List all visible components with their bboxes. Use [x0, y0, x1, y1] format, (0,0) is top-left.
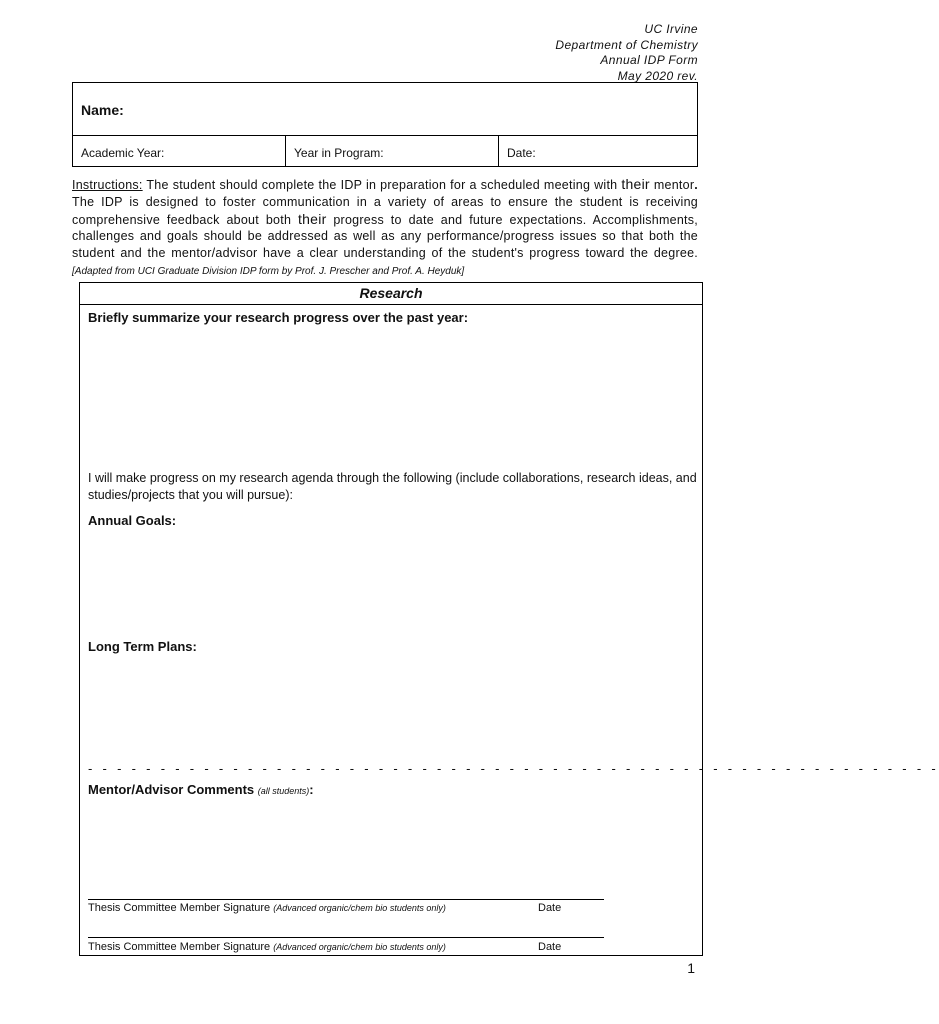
long-term-plans-label: Long Term Plans: — [88, 639, 197, 654]
signature-line-2[interactable] — [88, 937, 604, 938]
date-label: Date: — [507, 146, 536, 160]
academic-year-label: Academic Year: — [81, 146, 165, 160]
instructions-text-3: The IDP is designed to foster communication in a variety of areas to ensure the student is receiving comprehensive feedback about both — [72, 194, 698, 227]
research-section — [79, 282, 939, 956]
instructions-their-2: their — [298, 210, 327, 227]
signature-label-2-note: (Advanced organic/chem bio students only) — [273, 942, 446, 952]
signature-line-1[interactable] — [88, 899, 604, 900]
annual-goals-label: Annual Goals: — [88, 513, 177, 528]
instructions-attribution: [Adapted from UCI Graduate Division IDP form by Prof. J. Prescher and Prof. A. Heyduk] — [72, 265, 465, 277]
mentor-comments-label — [88, 782, 314, 797]
progress-intro-text: I will make progress on my research agenda through the following (include collaborations, research ideas, and studies/projects that you will pursue): — [88, 471, 697, 502]
instructions-their-1: their — [621, 176, 650, 192]
signature-label-1-note: (Advanced organic/chem bio students only) — [273, 903, 446, 913]
instructions-period: . — [694, 178, 698, 192]
year-in-program-field[interactable] — [286, 136, 499, 166]
mentor-comments-answer-area[interactable] — [88, 803, 694, 893]
student-info-box — [72, 82, 698, 167]
mentor-comments-text: Mentor/Advisor Comments — [88, 782, 255, 797]
signature-date-1: Date — [538, 902, 562, 914]
name-field[interactable] — [73, 83, 697, 136]
instructions-text-4: progress to date and future expectations. Accomplishments, challenges and goals should be addressed as well as any performance/progress issues so that both the student and the mentor/advisor have a clear understanding of the student's progress toward the degree. — [72, 212, 699, 261]
date-field[interactable] — [499, 136, 697, 166]
year-in-program-label: Year in Program: — [294, 146, 384, 160]
header-form-title: Annual IDP Form — [600, 53, 698, 67]
header-institution: UC Irvine — [644, 22, 698, 36]
signature-label-2 — [88, 941, 446, 953]
research-summary-answer-area[interactable] — [88, 331, 694, 467]
header-department: Department of Chemistry — [555, 37, 698, 52]
long-term-plans-answer-area[interactable] — [88, 659, 694, 755]
research-title: Research — [80, 283, 702, 305]
mentor-comments-colon: : — [309, 782, 314, 797]
annual-goals-answer-area[interactable] — [88, 533, 694, 633]
instructions-heading: Instructions: — [72, 178, 143, 192]
signature-label-2-text: Thesis Committee Member Signature — [88, 941, 271, 953]
page-number: 1 — [687, 960, 695, 976]
signature-label-1-text: Thesis Committee Member Signature — [88, 902, 271, 914]
academic-year-field[interactable] — [73, 136, 286, 166]
instructions-text-1: The student should complete the IDP in preparation for a scheduled meeting with — [142, 178, 622, 192]
form-header — [555, 22, 698, 84]
instructions-text-2: mentor — [649, 178, 695, 192]
name-label: Name: — [81, 102, 124, 118]
dashed-divider: - - - - - - - - - - - - - - - - - - - - - - - - - - - - - - - - - - - - - - - - - - - - - - - - - - - - - - - - - - - — [88, 761, 939, 776]
header-revision: May 2020 rev. — [617, 68, 698, 83]
mentor-comments-note: (all students) — [257, 786, 310, 796]
instructions-paragraph — [72, 176, 698, 281]
signature-label-1 — [88, 902, 446, 914]
research-summary-question: Briefly summarize your research progress over the past year: — [88, 310, 469, 325]
signature-date-2: Date — [538, 941, 562, 953]
